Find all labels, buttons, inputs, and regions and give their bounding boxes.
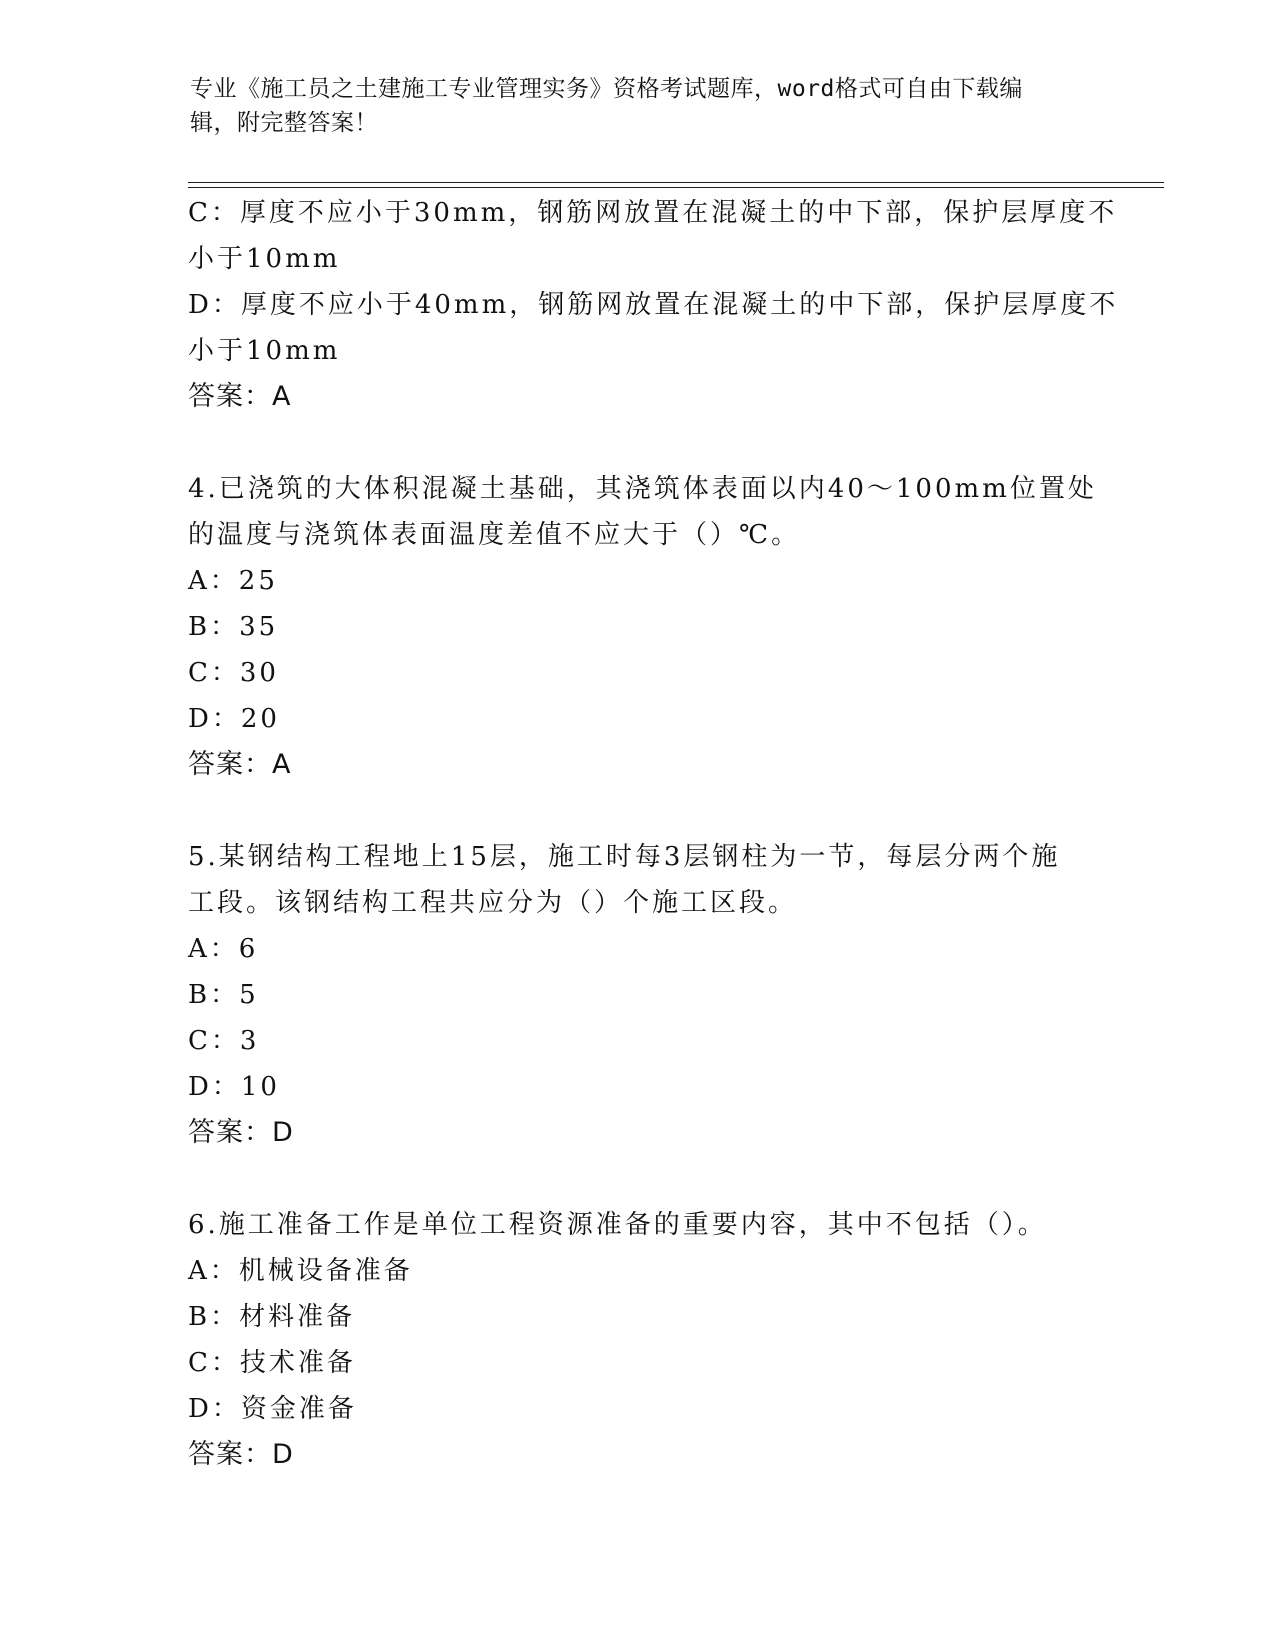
- option-a: A：6: [188, 934, 259, 964]
- question-spacer: [188, 788, 1088, 834]
- option-d: D：20: [188, 704, 280, 734]
- header-divider-top: [188, 182, 1164, 183]
- question-6-block: [188, 1202, 1088, 1478]
- question-spacer: [188, 420, 1088, 466]
- option-a: A：机械设备准备: [188, 1256, 413, 1286]
- header-line-2: 辑，附完整答案！: [190, 110, 378, 136]
- answer-label: 答案：D: [188, 1439, 294, 1470]
- option-a: A：25: [188, 566, 278, 596]
- option-d: D：10: [188, 1072, 280, 1102]
- question-5-block: [188, 834, 1088, 1156]
- option-d-line-2: 小于10mm: [188, 336, 341, 366]
- question-stem-line-1: 4.已浇筑的大体积混凝土基础，其浇筑体表面以内40～100mm位置处: [188, 474, 1097, 504]
- answer-label: 答案：A: [188, 381, 292, 412]
- answer-label: 答案：D: [188, 1117, 294, 1148]
- question-stem-line-2: 的温度与浇筑体表面温度差值不应大于（）℃。: [188, 520, 801, 550]
- option-d: D：资金准备: [188, 1394, 357, 1424]
- question-stem-line-1: 6.施工准备工作是单位工程资源准备的重要内容，其中不包括（）。: [188, 1210, 1047, 1240]
- question-stem-line-1: 5.某钢结构工程地上15层，施工时每3层钢柱为一节，每层分两个施: [188, 842, 1061, 872]
- option-c: C：30: [188, 658, 279, 688]
- option-c: C：3: [188, 1026, 260, 1056]
- header-line-1: 专业《施工员之土建施工专业管理实务》资格考试题库，word格式可自由下载编: [190, 76, 1023, 102]
- option-c-line-2: 小于10mm: [188, 244, 341, 274]
- option-b: B：材料准备: [188, 1302, 356, 1332]
- option-c-line-1: C：厚度不应小于30mm，钢筋网放置在混凝土的中下部，保护层厚度不: [188, 198, 1118, 228]
- option-b: B：5: [188, 980, 259, 1010]
- question-3-block: [188, 190, 1119, 420]
- question-4-block: [188, 466, 1097, 788]
- question-stem-line-2: 工段。该钢结构工程共应分为（）个施工区段。: [188, 888, 798, 918]
- question-content: [188, 190, 1119, 1478]
- option-c: C：技术准备: [188, 1348, 356, 1378]
- header-divider-bottom: [188, 187, 1164, 188]
- option-d-line-1: D：厚度不应小于40mm，钢筋网放置在混凝土的中下部，保护层厚度不: [188, 290, 1119, 320]
- option-b: B：35: [188, 612, 279, 642]
- question-spacer: [188, 1156, 1088, 1202]
- document-header: [190, 72, 1090, 140]
- answer-label: 答案：A: [188, 749, 292, 780]
